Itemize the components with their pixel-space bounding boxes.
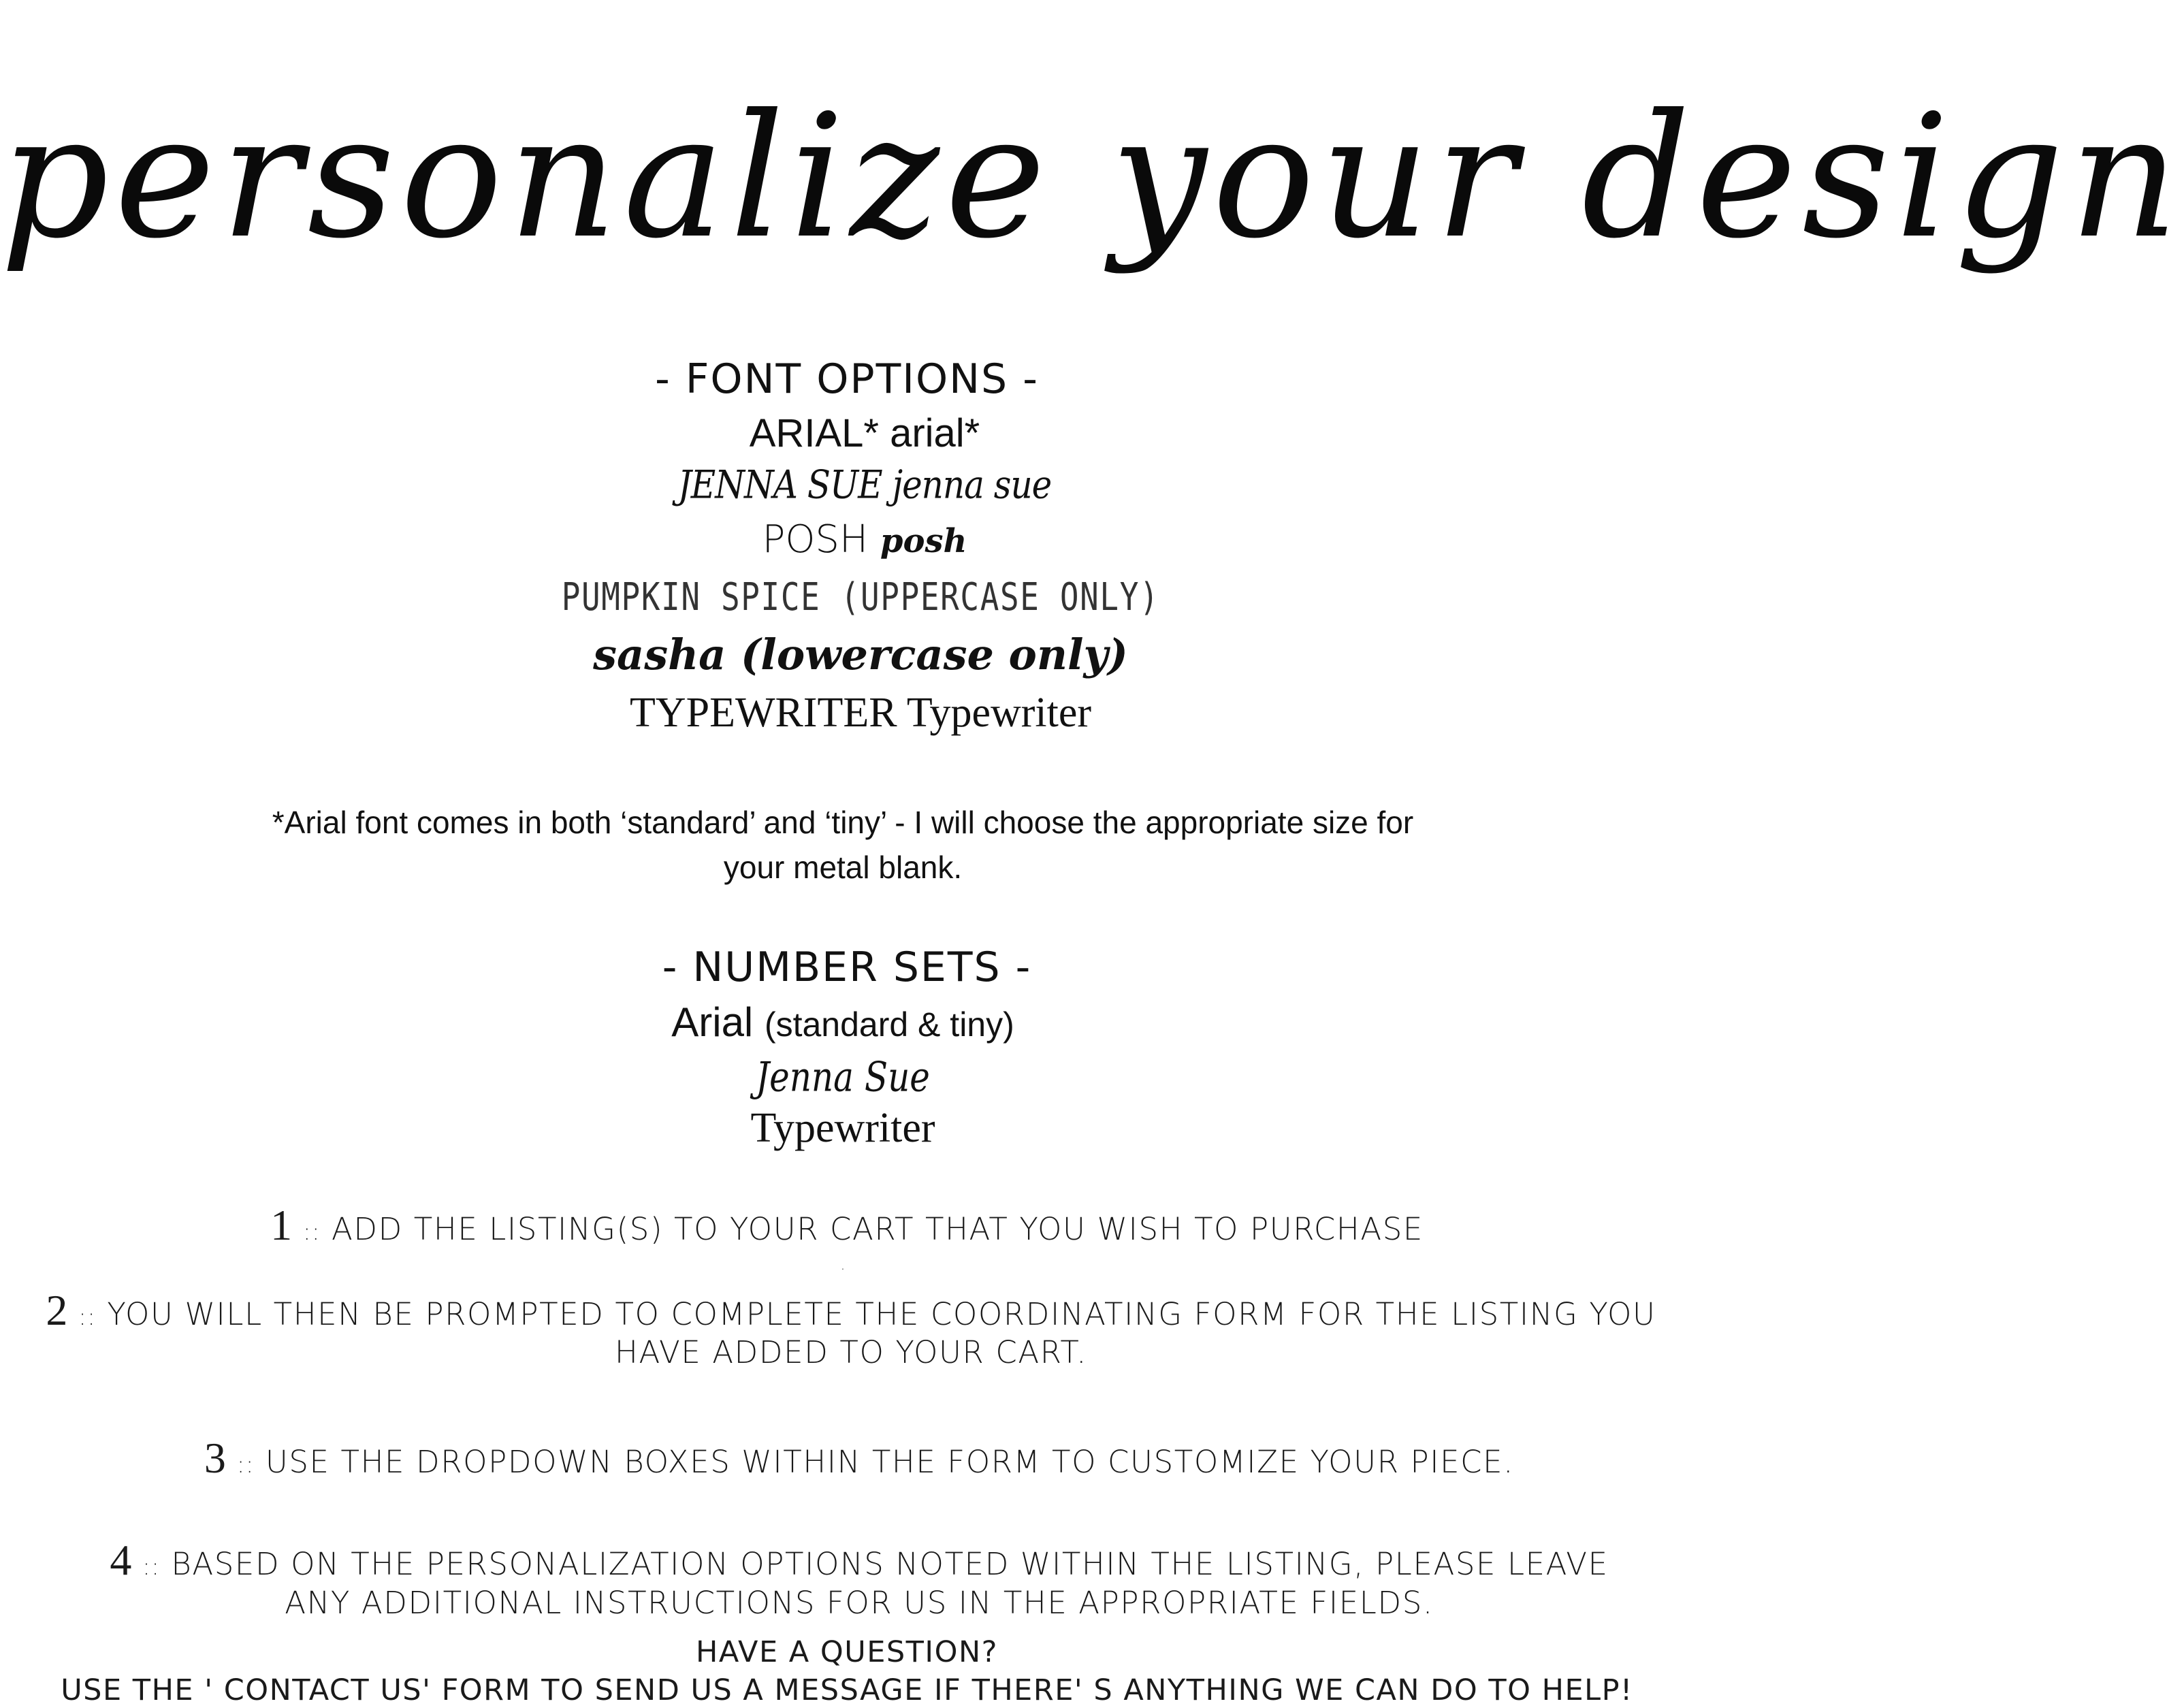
font-option-posh-upper: POSH <box>762 517 869 562</box>
question-heading: HAVE A QUESTION? <box>696 1635 998 1669</box>
font-option-sasha: sasha (lowercase only) <box>593 630 1128 679</box>
step-4-continued: ANY ADDITIONAL INSTRUCTIONS FOR US IN THE APPROPRIATE FIELDS. <box>285 1585 1434 1621</box>
font-option-arial: ARIAL* arial* <box>749 411 980 455</box>
font-option-posh-lower: posh <box>880 522 967 560</box>
step-number: 1 <box>270 1201 293 1249</box>
number-sets-heading: - NUMBER SETS - <box>662 944 1032 991</box>
step-number: 4 <box>110 1536 132 1584</box>
font-option-jenna-sue: JENNA SUE jenna sue <box>677 462 1052 508</box>
step-text: ADD THE LISTING(S) TO YOUR CART THAT YOU WISH TO PURCHASE <box>332 1211 1424 1247</box>
font-option-typewriter: TYPEWRITER Typewriter <box>629 690 1092 736</box>
arial-note-line-1: *Arial font comes in both ‘standard’ and ‘tiny’ - I will choose the appropriate size for <box>272 805 1414 840</box>
step-number: 3 <box>204 1434 226 1482</box>
font-option-pumpkin-spice: PUMPKIN SPICE (UPPERCASE ONLY) <box>561 575 1160 619</box>
number-set-jenna-sue: Jenna Sue <box>756 1053 930 1101</box>
page-title: personalize your design <box>0 78 2184 276</box>
step-number: 2 <box>46 1286 68 1334</box>
arial-note-line-2: your metal blank. <box>723 850 963 885</box>
number-set-typewriter: Typewriter <box>750 1105 935 1151</box>
step-separator: :: <box>302 1219 321 1246</box>
step-separator: :: <box>78 1304 97 1331</box>
step-text: USE THE DROPDOWN BOXES WITHIN THE FORM TO CUSTOMIZE YOUR PIECE. <box>265 1444 1515 1480</box>
contact-help-text: USE THE ' CONTACT US' FORM TO SEND US A MESSAGE IF THERE' S ANYTHING WE CAN DO TO HELP! <box>61 1673 1633 1707</box>
step-separator: :: <box>142 1553 161 1581</box>
stray-dot: . <box>841 1261 844 1272</box>
step-text: YOU WILL THEN BE PROMPTED TO COMPLETE THE COORDINATING FORM FOR THE LISTING YOU <box>107 1296 1656 1332</box>
step-2-continued: HAVE ADDED TO YOUR CART. <box>615 1334 1087 1370</box>
step-1 <box>0 1201 1698 1254</box>
step-text: BASED ON THE PERSONALIZATION OPTIONS NOTED WITHIN THE LISTING, PLEASE LEAVE <box>171 1546 1609 1582</box>
font-option-posh <box>14 517 1716 562</box>
font-options-heading: - FONT OPTIONS - <box>655 355 1039 403</box>
number-set-arial-detail: (standard & tiny) <box>764 1005 1014 1044</box>
number-set-arial-label: Arial <box>671 999 754 1045</box>
step-separator: :: <box>236 1451 255 1479</box>
number-set-arial <box>0 999 1694 1046</box>
step-3 <box>8 1436 1710 1487</box>
